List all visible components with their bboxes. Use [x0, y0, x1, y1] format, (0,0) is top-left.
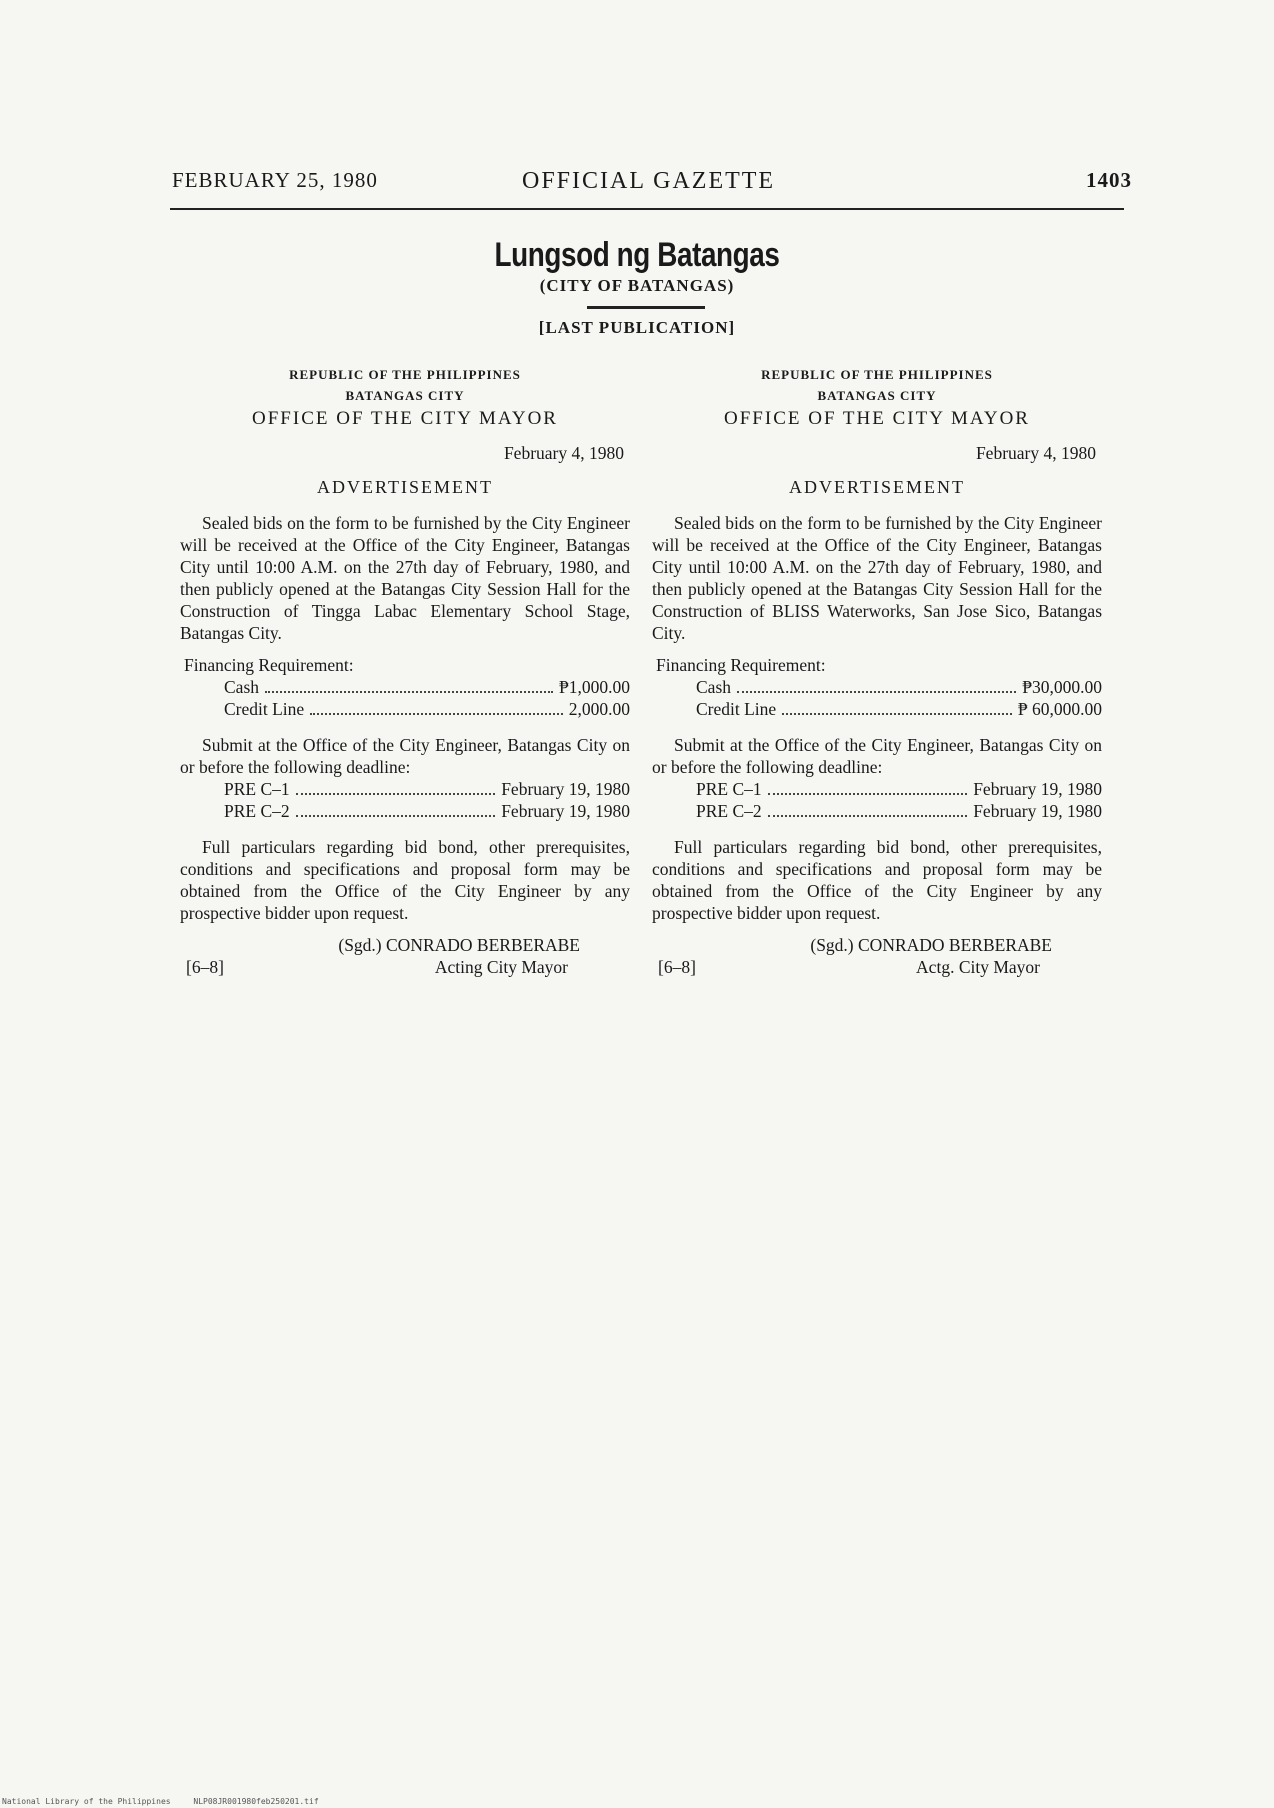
title-rule [587, 306, 705, 309]
leader-dots [296, 815, 496, 817]
pre1-date: February 19, 1980 [501, 779, 630, 799]
leader-dots [265, 691, 553, 693]
pre2-date: February 19, 1980 [501, 801, 630, 821]
republic-line: REPUBLIC OF THE PHILIPPINES [289, 367, 521, 382]
credit-label: Credit Line [696, 699, 777, 719]
office-line: OFFICE OF THE CITY MAYOR [724, 408, 1030, 429]
signature-block [652, 934, 1102, 980]
notice-left [180, 364, 630, 980]
office-line: OFFICE OF THE CITY MAYOR [252, 408, 558, 429]
particulars-paragraph: Full particulars regarding bid bond, other prerequisites, conditions and specifications and proposal form may be obtained from the Office of the City Engineer by any prospective bidder upon request. [180, 837, 630, 923]
credit-value: 2,000.00 [568, 699, 630, 719]
city-title: Lungsod ng Batangas [494, 236, 780, 274]
pre1-row [224, 778, 630, 800]
pre2-label: PRE C–2 [224, 801, 290, 821]
leader-dots [782, 713, 1012, 715]
pre2-label: PRE C–2 [696, 801, 762, 821]
pre1-label: PRE C–1 [224, 779, 290, 799]
particulars-paragraph: Full particulars regarding bid bond, other prerequisites, conditions and specifications and proposal form may be obtained from the Office of the City Engineer by any prospective bidder upon request. [652, 837, 1102, 923]
credit-row [696, 698, 1102, 720]
notice-date: February 4, 1980 [975, 443, 1096, 463]
pre1-date: February 19, 1980 [973, 779, 1102, 799]
leader-dots [737, 691, 1016, 693]
republic-line: REPUBLIC OF THE PHILIPPINES [761, 367, 993, 382]
advertisement-heading: ADVERTISEMENT [317, 477, 493, 497]
file-name: NLP08JR001980feb250201.tif [193, 1797, 319, 1806]
signer-title: Actg. City Mayor [916, 957, 1040, 977]
cash-row [224, 676, 630, 698]
pre1-label: PRE C–1 [696, 779, 762, 799]
city-line: BATANGAS CITY [817, 388, 937, 403]
scan-footer [2, 1797, 337, 1806]
leader-dots [296, 793, 496, 795]
credit-row [224, 698, 630, 720]
page-number: 1403 [1086, 168, 1132, 192]
signer-title: Acting City Mayor [434, 957, 568, 977]
leader-dots [768, 815, 968, 817]
pre1-row [696, 778, 1102, 800]
publication-note: [LAST PUBLICATION] [538, 318, 736, 337]
cash-value: ₱1,000.00 [559, 677, 630, 697]
cash-value: ₱30,000.00 [1022, 677, 1102, 697]
leader-dots [310, 713, 563, 715]
signed-by: (Sgd.) CONRADO BERBERABE [338, 935, 580, 955]
cash-label: Cash [696, 677, 731, 697]
intro-paragraph: Sealed bids on the form to be furnished by the City Engineer will be received at the Office of the City Engineer, Batangas City until 10:00 A.M. on the 27th day of February, 1980, and then publicly opened at the Batangas City Session Hall for the Construction of BLISS Waterworks, San Jose Sico, Batangas City. [652, 513, 1102, 643]
issue-code: [6–8] [658, 957, 696, 977]
credit-label: Credit Line [224, 699, 305, 719]
pre2-row [224, 800, 630, 822]
signature-block [180, 934, 630, 980]
credit-value: ₱ 60,000.00 [1017, 699, 1102, 719]
advertisement-heading: ADVERTISEMENT [789, 477, 965, 497]
intro-paragraph: Sealed bids on the form to be furnished by the City Engineer will be received at the Office of the City Engineer, Batangas City until 10:00 A.M. on the 27th day of February, 1980, and then publicly opened at the Batangas City Session Hall for the Construction of Tingga Labac Elementary School Stage, Batangas City. [180, 513, 630, 643]
issue-code: [6–8] [186, 957, 224, 977]
notice-date: February 4, 1980 [503, 443, 624, 463]
submit-paragraph: Submit at the Office of the City Engineer, Batangas City on or before the following deadline: [652, 735, 1102, 777]
pre2-row [696, 800, 1102, 822]
submit-paragraph: Submit at the Office of the City Engineer, Batangas City on or before the following deadline: [180, 735, 630, 777]
city-line: BATANGAS CITY [345, 388, 465, 403]
pre2-date: February 19, 1980 [973, 801, 1102, 821]
notice-right [652, 364, 1102, 980]
leader-dots [768, 793, 968, 795]
cash-label: Cash [224, 677, 259, 697]
header-title: OFFICIAL GAZETTE [522, 168, 776, 194]
cash-row [696, 676, 1102, 698]
library-name: National Library of the Philippines [2, 1797, 171, 1806]
city-subtitle: (CITY OF BATANGAS) [539, 276, 735, 295]
header-date: FEBRUARY 25, 1980 [172, 168, 378, 192]
header-rule [170, 208, 1124, 210]
financing-label: Financing Requirement: [184, 655, 354, 675]
financing-label: Financing Requirement: [656, 655, 826, 675]
signed-by: (Sgd.) CONRADO BERBERABE [810, 935, 1052, 955]
